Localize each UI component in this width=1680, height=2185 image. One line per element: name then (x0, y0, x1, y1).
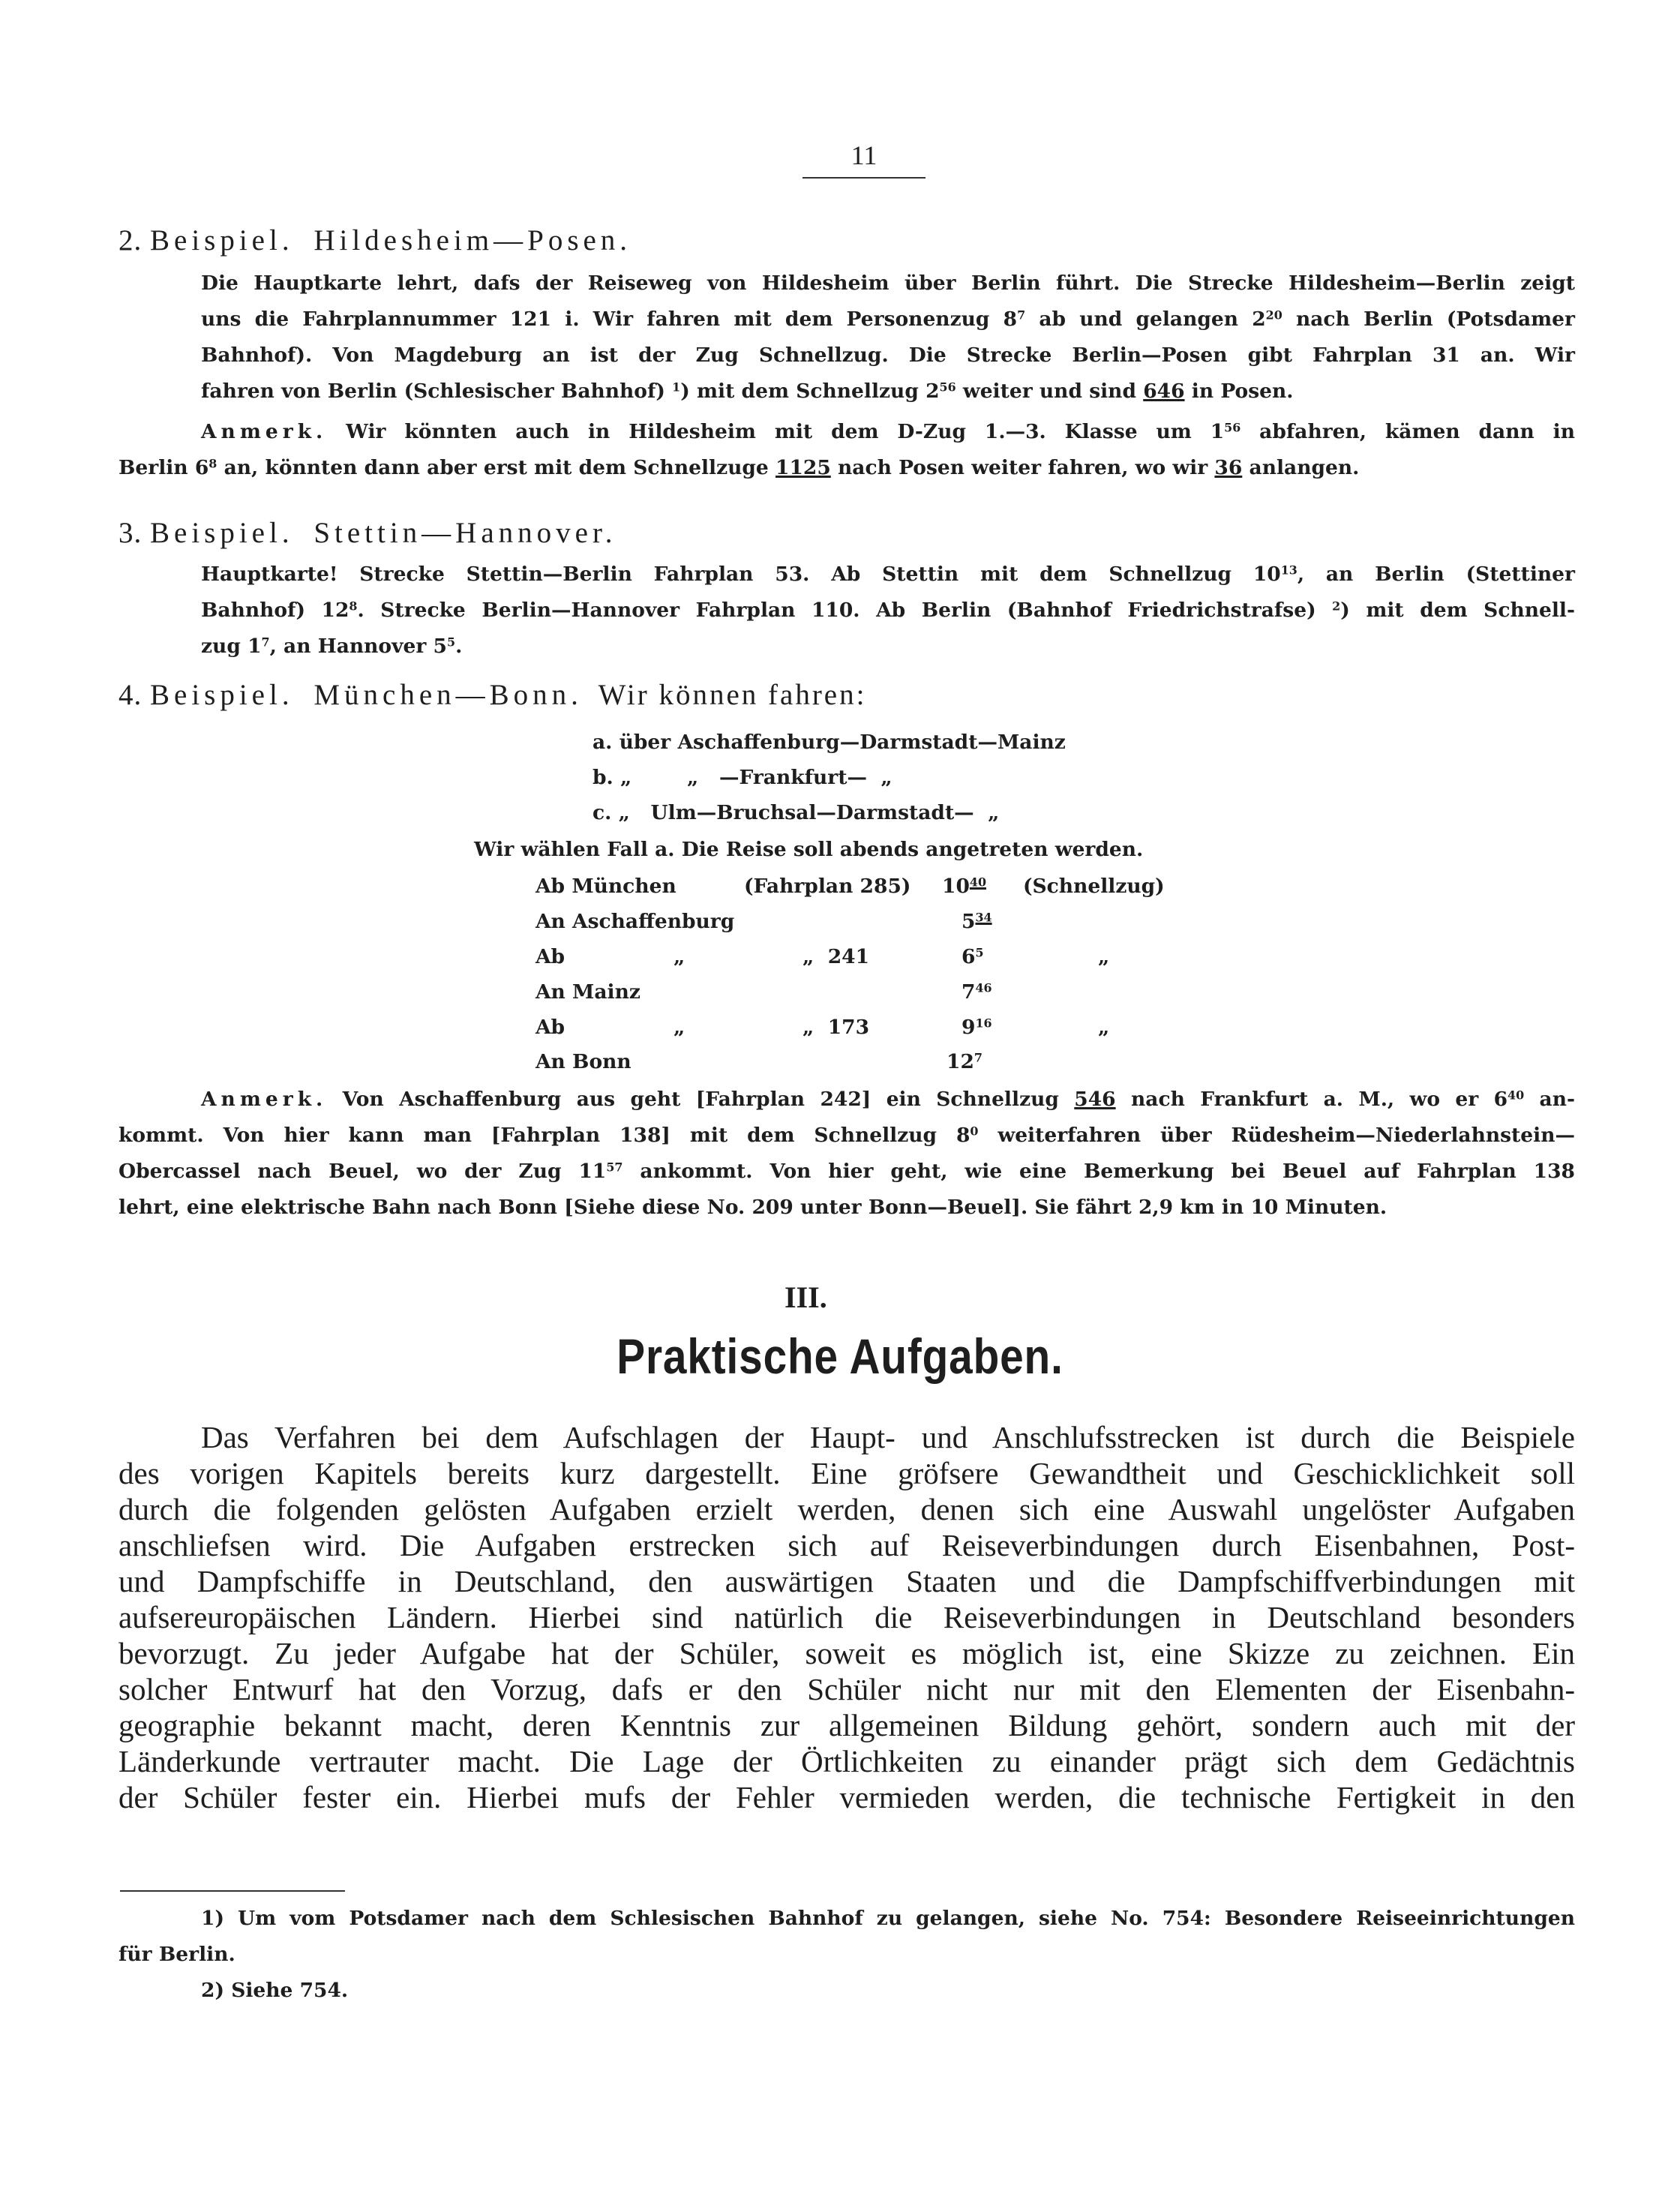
intro-line: Länderkunde vertrauter macht. Die Lage der Örtlichkeiten zu einander prägt sich dem Gedächtnis (118, 1744, 1575, 1778)
heading-title: Stettin—Hannover. (314, 517, 617, 549)
table-time: $7^{46}$ (962, 980, 992, 1004)
intro-line: bevorzugt. Zu jeder Aufgabe hat der Schüler, soweit es möglich ist, eine Skizze zu zeichnen. Ein (118, 1636, 1575, 1670)
page-number: 11 (802, 140, 926, 179)
table-time: $6^5$ (962, 945, 984, 968)
text-line: zug $1^7$, an Hannover $5^5$. (201, 635, 463, 658)
table-ditto: „ (674, 945, 686, 968)
table-time: $9^{16}$ (962, 1016, 992, 1039)
example-3-text (201, 557, 1575, 665)
intro-line: der Schüler fester ein. Hierbei mufs der Fehler vermieden werden, die technische Fertigkeit in den (118, 1780, 1575, 1814)
example-2-text (201, 266, 1575, 302)
intro-line: anschliefsen wird. Die Aufgaben erstrecken sich auf Reiseverbindungen durch Eisenbahnen, Post- (118, 1528, 1575, 1562)
intro-line: Das Verfahren bei dem Aufschlagen der Haupt- und Anschlufsstrecken ist durch die Beispiele (201, 1420, 1575, 1454)
heading-label: Beispiel. (150, 679, 294, 711)
text-line: Die Hauptkarte lehrt, dafs der Reiseweg von Hildesheim über Berlin führt. Die Strecke Hildesheim—Berlin zeigt (201, 272, 1575, 295)
example-2-heading (118, 224, 632, 257)
table-remark: „ (1098, 945, 1110, 968)
note-label: Anmerk. (201, 1088, 328, 1111)
table-time: $5^{34}$ (962, 910, 992, 933)
text-line: Bahnhof). Von Magdeburg an ist der Zug Schnellzug. Die Strecke Berlin—Posen gibt Fahrplan 31 an. Wir (201, 344, 1575, 367)
footnotes (118, 1901, 1575, 2009)
intro-line: des vorigen Kapitels bereits kurz dargestellt. Eine gröfsere Gewandtheit und Geschicklichkeit soll (118, 1456, 1575, 1490)
table-station: Ab München (536, 875, 676, 898)
table-station: An Mainz (536, 980, 640, 1004)
table-station: Ab (536, 945, 566, 968)
table-station: Ab (536, 1016, 566, 1039)
table-plan: „ 241 (802, 945, 870, 968)
chapter-title: Praktische Aufgaben. (616, 1328, 1064, 1384)
text-line: uns die Fahrplannummer 121 i. Wir fahren mit dem Personenzug $8^7$ ab und gelangen $2^{20}$ nach Berlin (Potsdamer (201, 308, 1575, 331)
intro-line: aufsereuropäischen Ländern. Hierbei sind natürlich die Reiseverbindungen in Deutschland besonders (118, 1600, 1575, 1634)
footnote-2: 2) Siehe 754. (201, 1979, 349, 2002)
table-station: An Aschaffenburg (536, 910, 735, 933)
table-time: $12^7$ (946, 1050, 982, 1073)
table-plan: (Fahrplan 285) (744, 875, 911, 898)
note-line: Berlin $6^8$ an, könnten dann aber erst mit dem Schnellzuge 1125 nach Posen weiter fahren, wo wir 36 anlangen. (118, 456, 1360, 479)
route-a: a. über Aschaffenburg—Darmstadt—Mainz (592, 731, 1066, 754)
footnote-1-cont: für Berlin. (118, 1943, 236, 1966)
table-plan: „ 173 (802, 1016, 870, 1039)
route-choice: Wir wählen Fall a. Die Reise soll abends angetreten werden. (474, 838, 1144, 861)
table-time: $10^{40}$ (942, 875, 987, 898)
heading-title: Hildesheim—Posen. (314, 224, 632, 257)
example-3-heading (118, 516, 617, 550)
example-4-heading (118, 678, 866, 712)
footnote-1: 1) Um vom Potsdamer nach dem Schlesischen Bahnhof zu gelangen, siehe No. 754: Besondere Reiseeinrichtungen (201, 1907, 1575, 1930)
table-ditto: „ (674, 1016, 686, 1039)
heading-label: Beispiel. (150, 517, 294, 549)
note-line: Anmerk. Wir könnten auch in Hildesheim mit dem D-Zug 1.—3. Klasse um $1^{56}$ abfahren, kämen dann in (201, 420, 1575, 443)
note-label: Anmerk. (201, 420, 328, 443)
note-line: Obercassel nach Beuel, wo der Zug $11^{57}$ ankommt. Von hier geht, wie eine Bemerkung bei Beuel auf Fahrplan 138 (118, 1160, 1575, 1183)
example-4-note (118, 1082, 1575, 1226)
intro-line: geographie bekannt macht, deren Kenntnis zur allgemeinen Bildung gehört, sondern auch mit der (118, 1708, 1575, 1742)
table-remark: (Schnellzug) (1023, 875, 1165, 898)
route-b: b. „ „ —Frankfurt— „ (592, 766, 892, 789)
note-line: kommt. Von hier kann man [Fahrplan 138] mit dem Schnellzug $8^0$ weiterfahren über Rüdesheim—Niederlahnstein— (118, 1124, 1575, 1147)
table-remark: „ (1098, 1016, 1110, 1039)
heading-number: 2. (118, 224, 142, 257)
text-line: Hauptkarte! Strecke Stettin—Berlin Fahrplan 53. Ab Stettin mit dem Schnellzug $10^{13}$, an Berlin (Stettiner (201, 563, 1575, 586)
heading-number: 3. (118, 517, 142, 549)
time-value: 646 (1143, 380, 1185, 403)
heading-label: Beispiel. (150, 224, 294, 257)
intro-paragraph (118, 1419, 1575, 1815)
example-2-note (118, 414, 1575, 486)
route-c: c. „ Ulm—Bruchsal—Darmstadt— „ (592, 801, 1000, 824)
table-station: An Bonn (536, 1050, 632, 1073)
text-line: fahren von Berlin (Schlesischer Bahnhof) $^1$) mit dem Schnellzug $2^{56}$ weiter und sind 646 in Posen. (201, 380, 1294, 403)
heading-title: München—Bonn. (314, 679, 583, 711)
chapter-number: III. (784, 1280, 827, 1314)
footnote-rule (120, 1890, 345, 1892)
heading-number: 4. (118, 679, 142, 711)
note-line: Anmerk. Von Aschaffenburg aus geht [Fahrplan 242] ein Schnellzug 546 nach Frankfurt a. M., wo er $6^{40}$ an- (201, 1088, 1575, 1111)
intro-line: durch die folgenden gelösten Aufgaben erzielt werden, denen sich eine Auswahl ungelöster Aufgaben (118, 1492, 1575, 1526)
note-line: lehrt, eine elektrische Bahn nach Bonn [Siehe diese No. 209 unter Bonn—Beuel]. Sie fährt 2,9 km in 10 Minuten. (118, 1196, 1388, 1219)
example-2-text-2 (201, 302, 1575, 410)
text-line: Bahnhof) $12^8$. Strecke Berlin—Hannover Fahrplan 110. Ab Berlin (Bahnhof Friedrichstrafse) $^2$) mit dem Schnell- (201, 599, 1575, 622)
intro-line: und Dampfschiffe in Deutschland, den auswärtigen Staaten und die Dampfschiffverbindungen mit (118, 1564, 1575, 1598)
intro-line: solcher Entwurf hat den Vorzug, dafs er den Schüler nicht nur mit den Elementen der Eisenbahn- (118, 1672, 1575, 1706)
heading-tail: Wir können fahren: (598, 679, 867, 711)
